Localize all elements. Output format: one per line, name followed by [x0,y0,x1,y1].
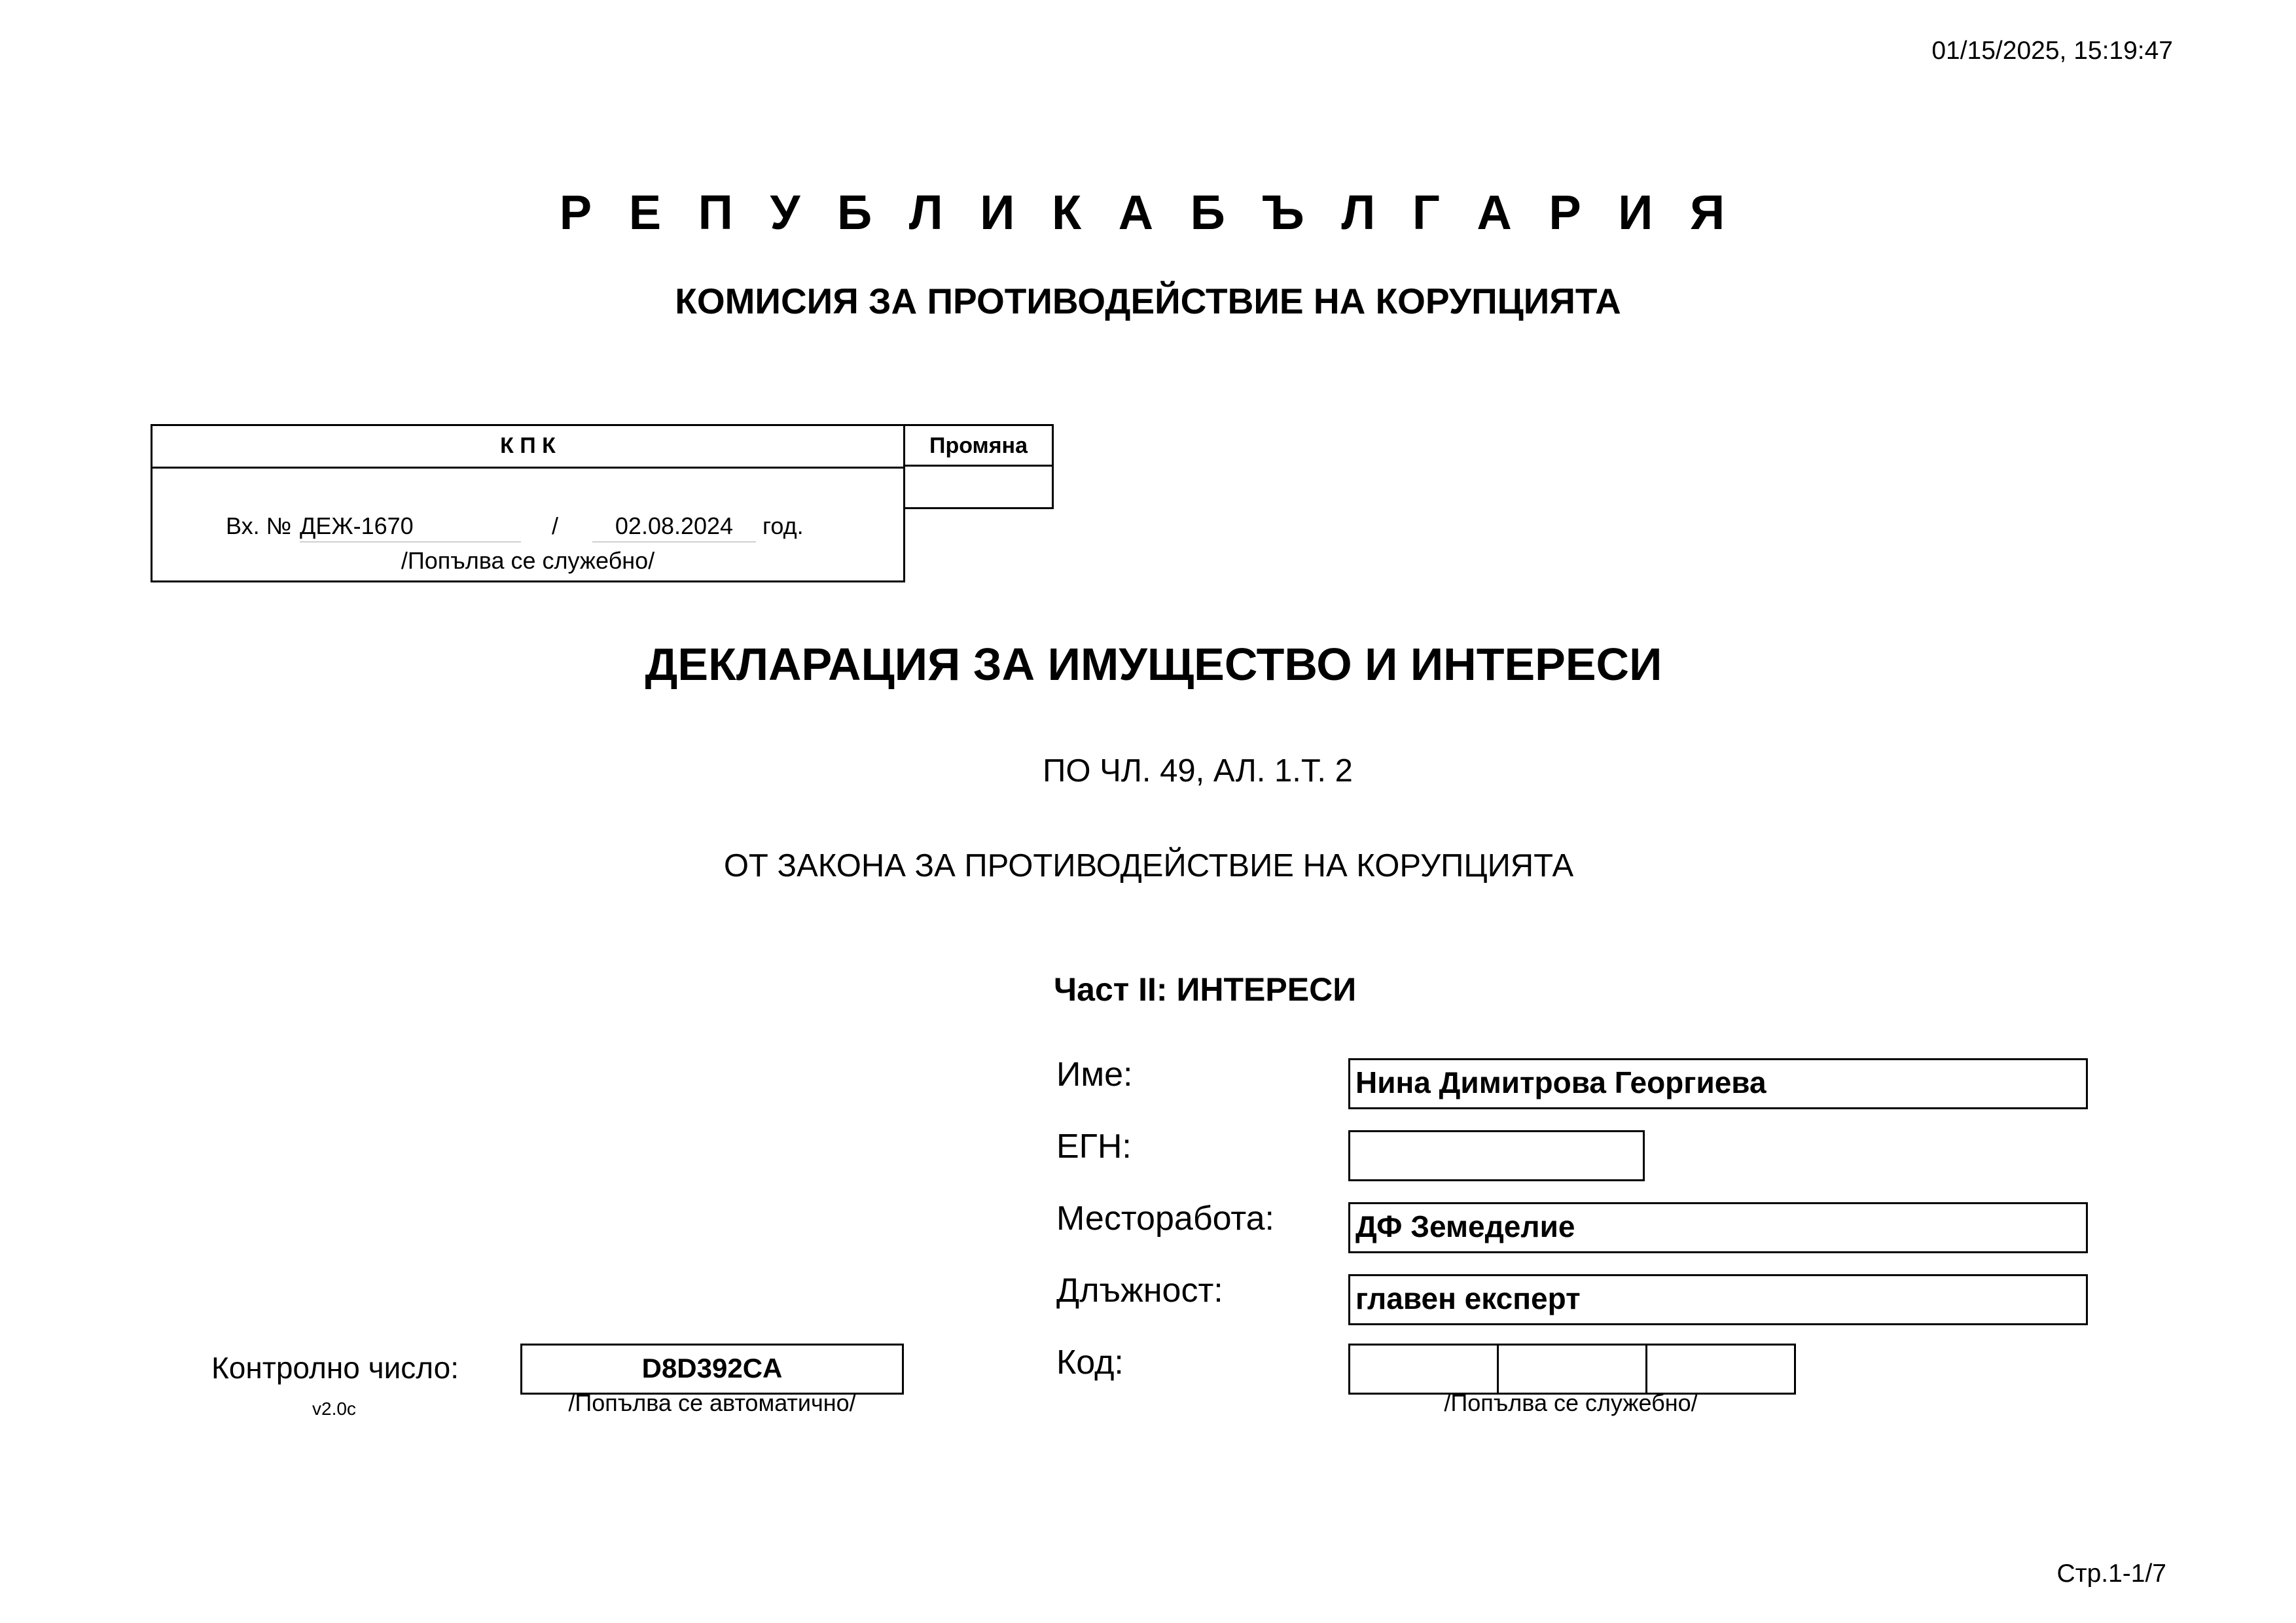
republic-title: Р Е П У Б Л И К А Б Ъ Л Г А Р И Я [559,185,1737,240]
code-office-note: /Попълва се служебно/ [1444,1389,1698,1416]
incoming-separator: / [552,512,559,539]
egn-label: ЕГН: [1056,1128,1132,1166]
incoming-number-field[interactable]: ДЕЖ-1670 [300,512,521,543]
code-field-1[interactable] [1348,1344,1499,1395]
code-field-3[interactable] [1645,1344,1796,1395]
egn-field[interactable] [1348,1130,1645,1181]
incoming-number-label: Вх. № [226,512,292,539]
declaration-title: ДЕКЛАРАЦИЯ ЗА ИМУЩЕСТВО И ИНТЕРЕСИ [645,639,1662,690]
print-timestamp: 01/15/2025, 15:19:47 [1931,37,2173,65]
declaration-law: ОТ ЗАКОНА ЗА ПРОТИВОДЕЙСТВИЕ НА КОРУПЦИЯТА [723,848,1574,883]
incoming-date-field[interactable]: 02.08.2024 [592,512,756,543]
year-suffix: год. [762,512,804,539]
name-field[interactable]: Нина Димитрова Георгиева [1348,1058,2088,1109]
control-number-field: D8D392CA [520,1344,904,1395]
kpk-header: К П К [152,426,903,469]
name-label: Име: [1056,1056,1133,1094]
position-label: Длъжност: [1056,1272,1223,1310]
change-field[interactable] [903,465,1054,509]
part-title: Част II: ИНТЕРЕСИ [1054,971,1357,1008]
control-number-label: Контролно число: [211,1351,459,1385]
change-header: Промяна [903,424,1054,467]
code-label: Код: [1056,1344,1124,1382]
commission-title: КОМИСИЯ ЗА ПРОТИВОДЕЙСТВИЕ НА КОРУПЦИЯТА [675,281,1621,321]
position-field[interactable]: главен експерт [1348,1274,2088,1325]
code-field-2[interactable] [1497,1344,1647,1395]
workplace-label: Месторабота: [1056,1200,1274,1238]
workplace-field[interactable]: ДФ Земеделие [1348,1202,2088,1253]
control-auto-note: /Попълва се автоматично/ [568,1389,856,1416]
page-number: Стр.1-1/7 [2056,1560,2166,1588]
form-version: v2.0c [312,1399,356,1419]
declaration-article: ПО ЧЛ. 49, АЛ. 1.Т. 2 [1043,753,1353,789]
kpk-office-note: /Попълва се служебно/ [401,547,655,574]
